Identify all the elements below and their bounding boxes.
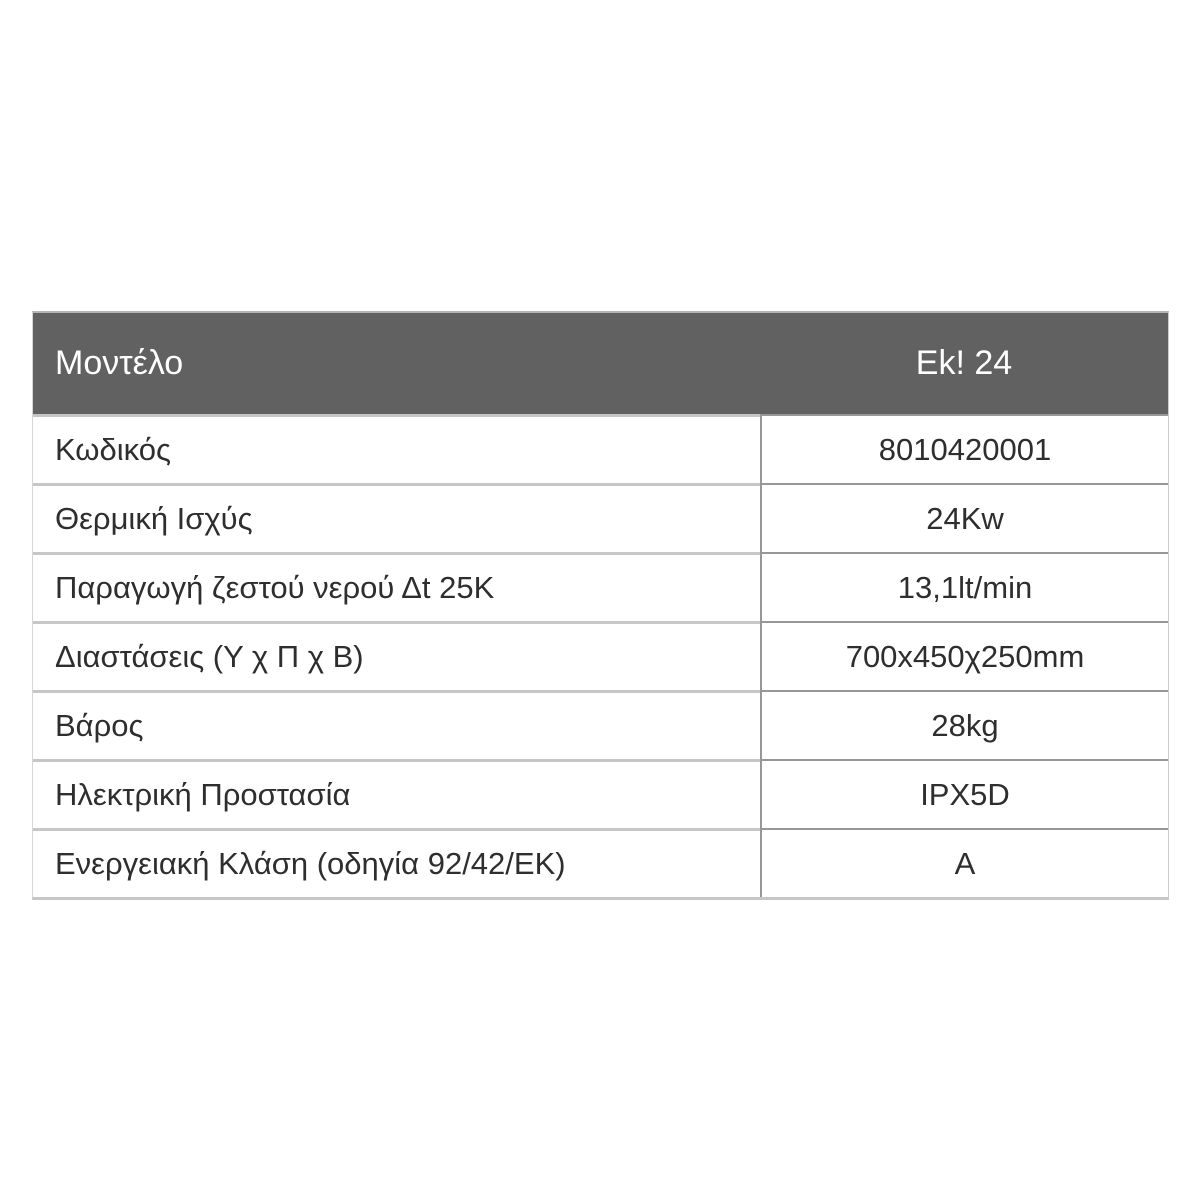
table-row: [33, 690, 1168, 759]
table-row: [33, 828, 1168, 897]
header-model-label: Μοντέλο: [55, 344, 184, 382]
spec-value: IPX5D: [760, 759, 1168, 828]
spec-label: Θερμική Ισχύς: [33, 483, 760, 552]
table-row: [33, 759, 1168, 828]
spec-value: A: [760, 828, 1168, 897]
spec-value: 24Kw: [760, 483, 1168, 552]
table-row: [33, 552, 1168, 621]
spec-label: Βάρος: [33, 690, 760, 759]
header-model-value: Ek! 24: [915, 344, 1013, 382]
spec-value: 8010420001: [760, 414, 1168, 483]
spec-value: 700x450χ250mm: [760, 621, 1168, 690]
spec-label: Ενεργειακή Κλάση (οδηγία 92/42/ΕΚ): [33, 828, 760, 897]
table-row: [33, 483, 1168, 552]
spec-label: Κωδικός: [33, 414, 760, 483]
spec-label: Παραγωγή ζεστού νερού Δt 25K: [33, 552, 760, 621]
spec-table: [32, 311, 1169, 900]
spec-value: 28kg: [760, 690, 1168, 759]
spec-value: 13,1lt/min: [760, 552, 1168, 621]
spec-label: Ηλεκτρική Προστασία: [33, 759, 760, 828]
spec-label: Διαστάσεις (Υ χ Π χ Β): [33, 621, 760, 690]
table-row: [33, 621, 1168, 690]
table-row: [33, 414, 1168, 483]
table-header-row: [33, 313, 1168, 414]
